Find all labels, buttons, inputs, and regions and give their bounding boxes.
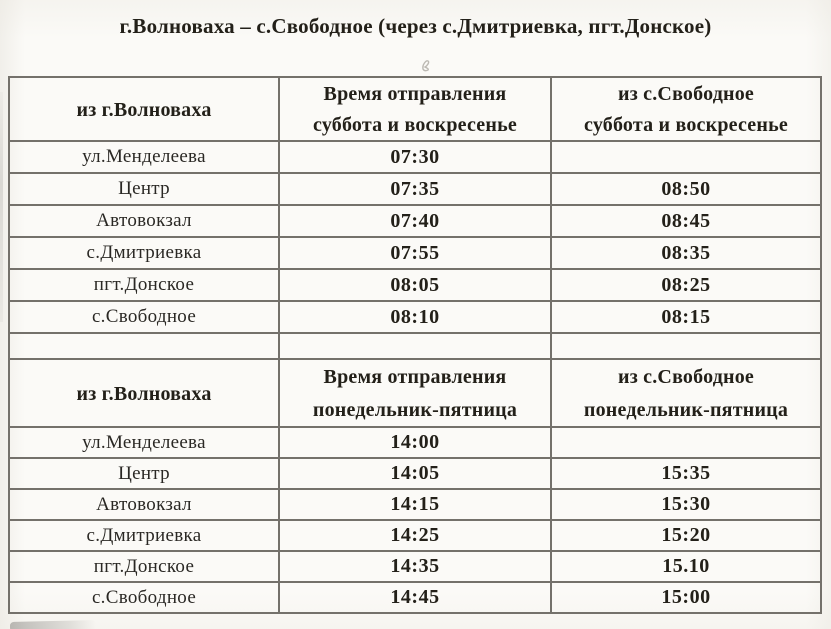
stop-cell: с.Дмитриевка — [9, 237, 279, 269]
header-cell-return — [551, 77, 821, 141]
table-row — [9, 520, 821, 551]
table-row — [9, 173, 821, 205]
return-time-cell: 15:00 — [551, 582, 821, 613]
table-row — [9, 427, 821, 458]
bus-schedule-table — [8, 76, 822, 614]
stop-cell: с.Свободное — [9, 582, 279, 613]
stop-cell: с.Свободное — [9, 301, 279, 333]
header-time-line1: Время отправления — [323, 366, 507, 388]
depart-time-cell: 14:25 — [279, 520, 551, 551]
stop-cell: Центр — [9, 173, 279, 205]
header-time-line2: понедельник-пятница — [312, 399, 518, 421]
table-row — [9, 301, 821, 333]
header-from-label: из г.Волноваха — [76, 98, 212, 121]
spacer-cell — [551, 333, 821, 359]
header-cell-return — [551, 359, 821, 427]
scan-edge-shadow — [0, 92, 3, 322]
stop-cell: ул.Менделеева — [9, 141, 279, 173]
return-time-cell: 08:25 — [551, 269, 821, 301]
table-row — [9, 458, 821, 489]
page-title: г.Волноваха – с.Свободное (через с.Дмитриевка, пгт.Донское) — [119, 14, 712, 38]
table-row — [9, 269, 821, 301]
header-cell-departure-time — [279, 77, 551, 141]
stop-cell: с.Дмитриевка — [9, 520, 279, 551]
table-row — [9, 582, 821, 613]
return-time-cell: 15:35 — [551, 458, 821, 489]
stop-cell: Центр — [9, 458, 279, 489]
return-time-cell — [551, 427, 821, 458]
depart-time-cell: 07:55 — [279, 237, 551, 269]
table-row — [9, 489, 821, 520]
table-row — [9, 237, 821, 269]
depart-time-cell: 07:40 — [279, 205, 551, 237]
stop-cell: пгт.Донское — [9, 551, 279, 582]
stop-cell: Автовокзал — [9, 205, 279, 237]
depart-time-cell: 14:00 — [279, 427, 551, 458]
header-row-weekend — [9, 77, 821, 141]
depart-time-cell: 14:35 — [279, 551, 551, 582]
header-cell-departure-time — [279, 359, 551, 427]
depart-time-cell: 07:30 — [279, 141, 551, 173]
depart-time-cell: 08:10 — [279, 301, 551, 333]
depart-time-cell: 14:05 — [279, 458, 551, 489]
return-time-cell: 08:50 — [551, 173, 821, 205]
stop-cell: ул.Менделеева — [9, 427, 279, 458]
header-time-line2: суббота и воскресенье — [313, 114, 517, 136]
header-time-line1: Время отправления — [323, 83, 507, 105]
spacer-row — [9, 333, 821, 359]
scan-smudge — [10, 620, 96, 629]
table-row — [9, 141, 821, 173]
header-cell-from — [9, 359, 279, 427]
spacer-cell — [9, 333, 279, 359]
stop-cell: Автовокзал — [9, 489, 279, 520]
return-time-cell: 15:30 — [551, 489, 821, 520]
header-return-line1: из с.Свободное — [617, 366, 755, 388]
header-cell-from — [9, 77, 279, 141]
header-from-label: из г.Волноваха — [76, 382, 212, 405]
depart-time-cell: 14:45 — [279, 582, 551, 613]
spacer-cell — [279, 333, 551, 359]
depart-time-cell: 14:15 — [279, 489, 551, 520]
depart-time-cell: 08:05 — [279, 269, 551, 301]
return-time-cell — [551, 141, 821, 173]
return-time-cell: 15:20 — [551, 520, 821, 551]
return-time-cell: 15.10 — [551, 551, 821, 582]
header-return-line1: из с.Свободное — [617, 83, 755, 105]
header-return-line2: понедельник-пятница — [583, 399, 789, 421]
return-time-cell: 08:15 — [551, 301, 821, 333]
stop-cell: пгт.Донское — [9, 269, 279, 301]
header-row-weekday — [9, 359, 821, 427]
table-row — [9, 205, 821, 237]
header-return-line2: суббота и воскресенье — [584, 114, 788, 136]
return-time-cell: 08:35 — [551, 237, 821, 269]
scan-artifact — [419, 57, 433, 73]
return-time-cell: 08:45 — [551, 205, 821, 237]
table-row — [9, 551, 821, 582]
depart-time-cell: 07:35 — [279, 173, 551, 205]
